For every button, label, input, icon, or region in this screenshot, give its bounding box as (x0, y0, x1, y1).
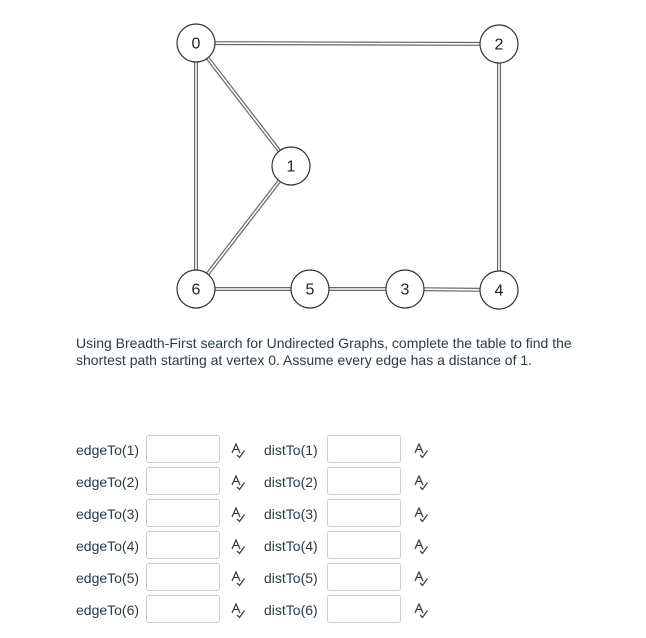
table-row (0, 563, 646, 593)
spellcheck-icon[interactable] (413, 537, 429, 555)
node-label: 1 (286, 158, 296, 176)
edge-to-label: edgeTo(1) (76, 442, 140, 458)
edge-to-input[interactable] (146, 499, 220, 527)
node-label: 4 (494, 282, 504, 300)
table-row (0, 595, 646, 625)
dist-to-input[interactable] (327, 467, 401, 495)
spellcheck-icon[interactable] (230, 505, 246, 523)
graph-node-1 (272, 147, 310, 185)
table-row (0, 499, 646, 529)
edge-to-input[interactable] (146, 435, 220, 463)
node-label: 6 (191, 281, 201, 299)
table-row (0, 435, 646, 465)
graph-node-5 (291, 270, 329, 308)
dist-to-input[interactable] (327, 499, 401, 527)
spellcheck-icon[interactable] (413, 441, 429, 459)
edge-to-label: edgeTo(2) (76, 474, 140, 490)
spellcheck-icon[interactable] (230, 601, 246, 619)
graph-node-0 (177, 24, 215, 62)
spellcheck-icon[interactable] (230, 473, 246, 491)
dist-to-label: distTo(2) (264, 474, 318, 490)
edge-to-label: edgeTo(5) (76, 570, 140, 586)
node-label: 2 (494, 36, 504, 54)
table-row (0, 467, 646, 497)
table-row (0, 531, 646, 561)
dist-to-input[interactable] (327, 563, 401, 591)
node-label: 3 (400, 281, 410, 299)
dist-to-input[interactable] (327, 531, 401, 559)
edge-1-6 (208, 181, 280, 274)
edge-to-label: edgeTo(4) (76, 538, 140, 554)
spellcheck-icon[interactable] (413, 473, 429, 491)
spellcheck-icon[interactable] (230, 537, 246, 555)
graph-node-3 (386, 270, 424, 308)
edge-to-input[interactable] (146, 531, 220, 559)
dist-to-label: distTo(3) (264, 506, 318, 522)
graph-node-6 (177, 270, 215, 308)
edge-to-input[interactable] (146, 595, 220, 623)
node-label: 5 (305, 281, 315, 299)
spellcheck-icon[interactable] (230, 569, 246, 587)
edge-to-label: edgeTo(3) (76, 506, 140, 522)
instructions-text: Using Breadth-First search for Undirected Graphs, complete the table to find the shortest path starting at vertex 0. Assume every edge has a distance of 1. (76, 335, 572, 368)
node-label: 0 (191, 35, 201, 53)
dist-to-label: distTo(4) (264, 538, 318, 554)
edge-3-4 (424, 289, 480, 290)
spellcheck-icon[interactable] (413, 569, 429, 587)
edge-to-input[interactable] (146, 563, 220, 591)
dist-to-input[interactable] (327, 435, 401, 463)
dist-to-label: distTo(6) (264, 602, 318, 618)
edge-0-2 (215, 43, 480, 44)
dist-to-input[interactable] (327, 595, 401, 623)
graph-node-4 (480, 271, 518, 309)
spellcheck-icon[interactable] (413, 505, 429, 523)
dist-to-label: distTo(1) (264, 442, 318, 458)
spellcheck-icon[interactable] (413, 601, 429, 619)
dist-to-label: distTo(5) (264, 570, 318, 586)
spellcheck-icon[interactable] (230, 441, 246, 459)
graph-node-2 (480, 25, 518, 63)
edge-to-input[interactable] (146, 467, 220, 495)
edge-to-label: edgeTo(6) (76, 602, 140, 618)
edge-0-1 (208, 58, 280, 151)
